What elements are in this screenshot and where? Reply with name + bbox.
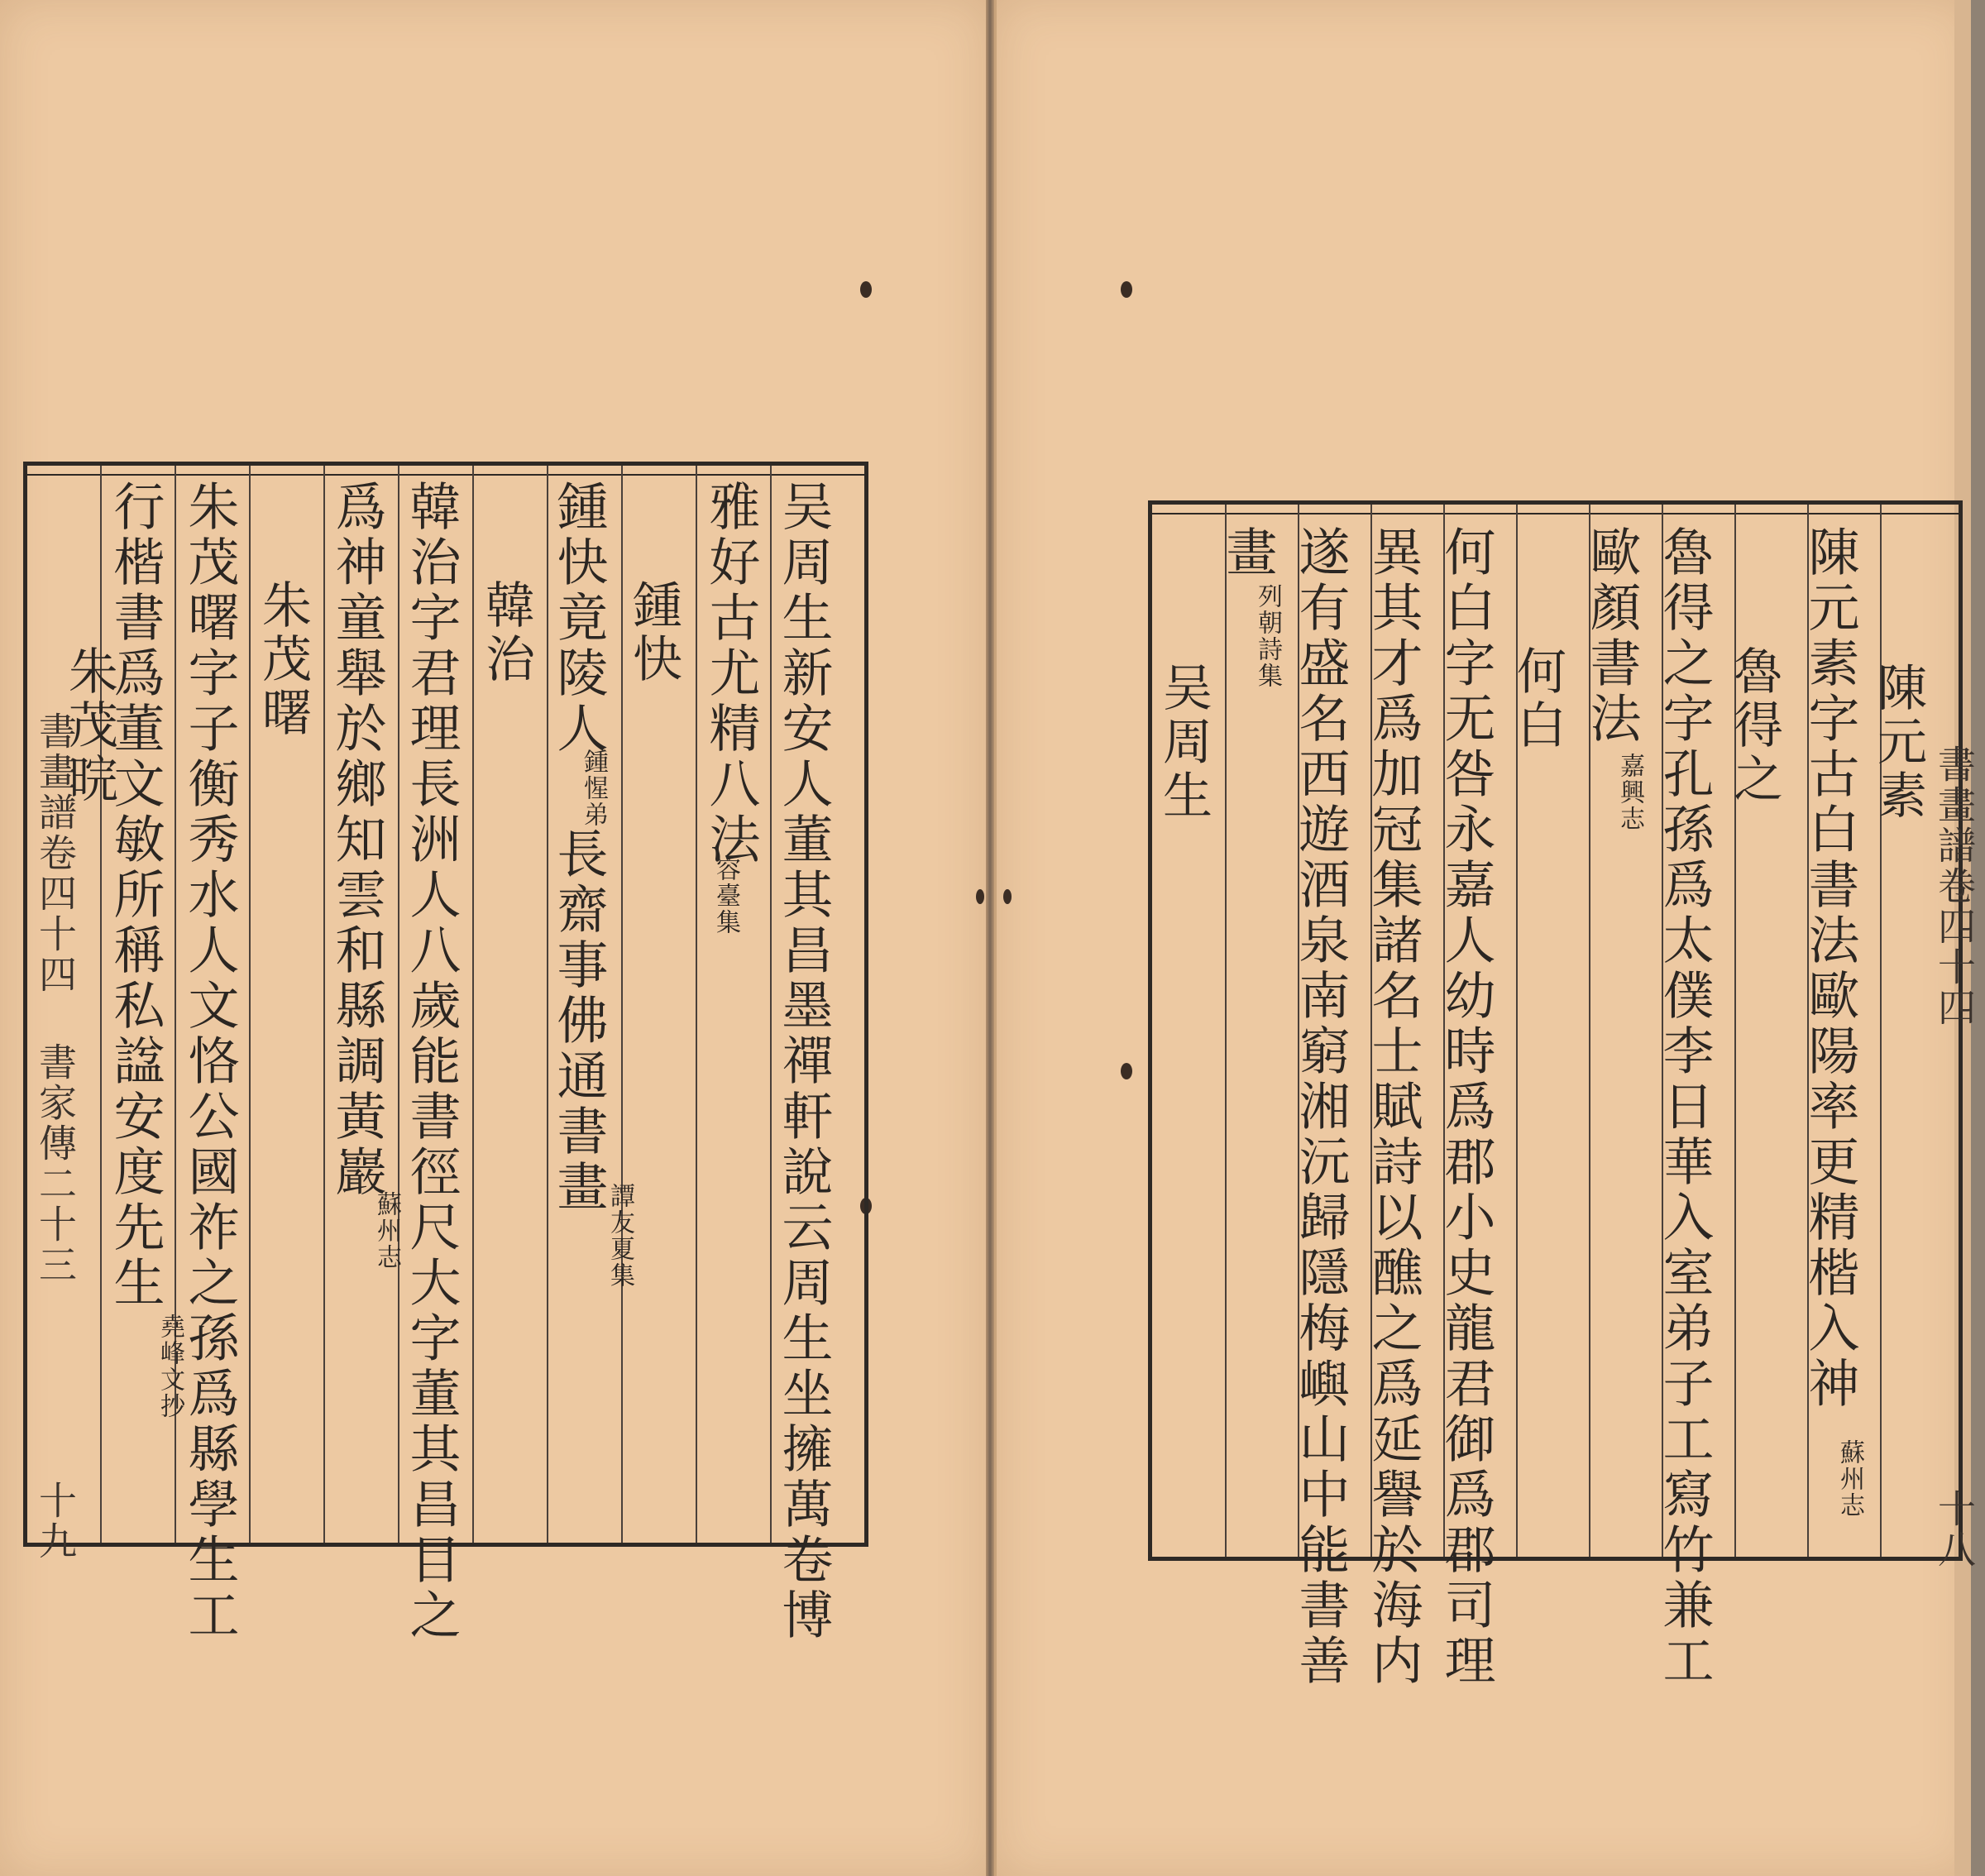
column-rule (249, 466, 251, 1543)
citation-note: 容臺集 (711, 856, 740, 936)
entry-heading: 朱茂晥 (60, 645, 118, 806)
frame-inner-rule (1152, 513, 1959, 514)
binding-hole (860, 281, 872, 298)
citation-note: 蘇州志 (1835, 1439, 1864, 1519)
text-column-7: 爲神童舉於鄉知雲和縣調黃巖 (327, 480, 387, 1200)
entry-heading: 魯得之 (1725, 645, 1783, 806)
citation-note: 嘉興志 (1615, 753, 1644, 832)
margin-folio: 十九 (33, 1481, 78, 1562)
margin-folio: 十八 (1932, 1489, 1977, 1570)
margin-title: 書畫譜卷四十四 (1932, 744, 1977, 1028)
left-page (0, 0, 988, 1876)
text-column-7: 何白字无咎永嘉人幼時爲郡小史龍君御爲郡司理 (1436, 525, 1496, 1689)
entry-heading: 何白 (1509, 645, 1566, 753)
text-column-2: 雅好古尤精八法 (701, 480, 761, 868)
text-column-4: 魯得之字孔孫爲太僕李日華入室弟子工寫竹兼工 (1654, 525, 1715, 1689)
text-column-10: 畫 (1217, 525, 1278, 581)
column-rule (472, 466, 474, 1543)
column-rule (621, 466, 623, 1543)
entry-heading: 陳元素 (1869, 662, 1927, 823)
binding-hole (1121, 1063, 1132, 1079)
text-column-1: 吴周生新安人董其昌墨禪軒說云周生坐擁萬卷博 (773, 480, 834, 1644)
citation-note: 蘇州志 (372, 1191, 401, 1271)
text-column-8: 異其才爲加冠集諸名士賦詩以醮之爲延譽於海内 (1363, 525, 1423, 1689)
text-column-6: 韓治字君理長洲人八歲能書徑尺大字董其昌目之 (401, 480, 462, 1644)
text-column-9: 遂有盛名西遊酒泉南窮湘沅歸隱梅嶼山中能書善 (1290, 525, 1351, 1689)
column-rule (398, 466, 399, 1543)
citation-note: 堯峰文抄 (155, 1314, 184, 1419)
column-rule (100, 466, 102, 1543)
right-page (994, 0, 1977, 1876)
column-rule (696, 466, 697, 1543)
text-column-10: 行楷書爲董文敏所稱私諡安度先生 (105, 480, 165, 1311)
book-gutter (986, 0, 994, 1876)
citation-note: 鍾惺弟 (579, 749, 608, 828)
frame-inner-rule (27, 474, 864, 476)
binding-hole (976, 889, 984, 904)
column-rule (323, 466, 325, 1543)
text-column-4b: 長齋事佛通書畫 (548, 827, 609, 1215)
text-column-4a: 鍾快竟陵人 (548, 480, 609, 757)
text-column-9: 朱茂曙字子衡秀水人文恪公國祚之孫爲縣學生工 (179, 480, 240, 1644)
entry-heading: 韓治 (477, 579, 535, 687)
text-column-2: 陳元素字古白書法歐陽率更精楷入神 (1800, 525, 1860, 1412)
entry-heading: 鍾快 (624, 579, 682, 687)
citation-note: 譚友夏集 (605, 1183, 634, 1289)
binding-hole (1003, 889, 1012, 904)
column-rule (1225, 505, 1227, 1557)
column-rule (770, 466, 772, 1543)
margin-title: 書畫譜卷四十四 書家傳二十三 (33, 711, 78, 1285)
text-column-5: 歐顏書法 (1581, 525, 1642, 747)
binding-hole (1121, 281, 1132, 298)
entry-heading: 朱茂曙 (254, 579, 312, 740)
entry-heading: 吴周生 (1155, 662, 1213, 823)
citation-note: 列朝詩集 (1253, 583, 1282, 689)
